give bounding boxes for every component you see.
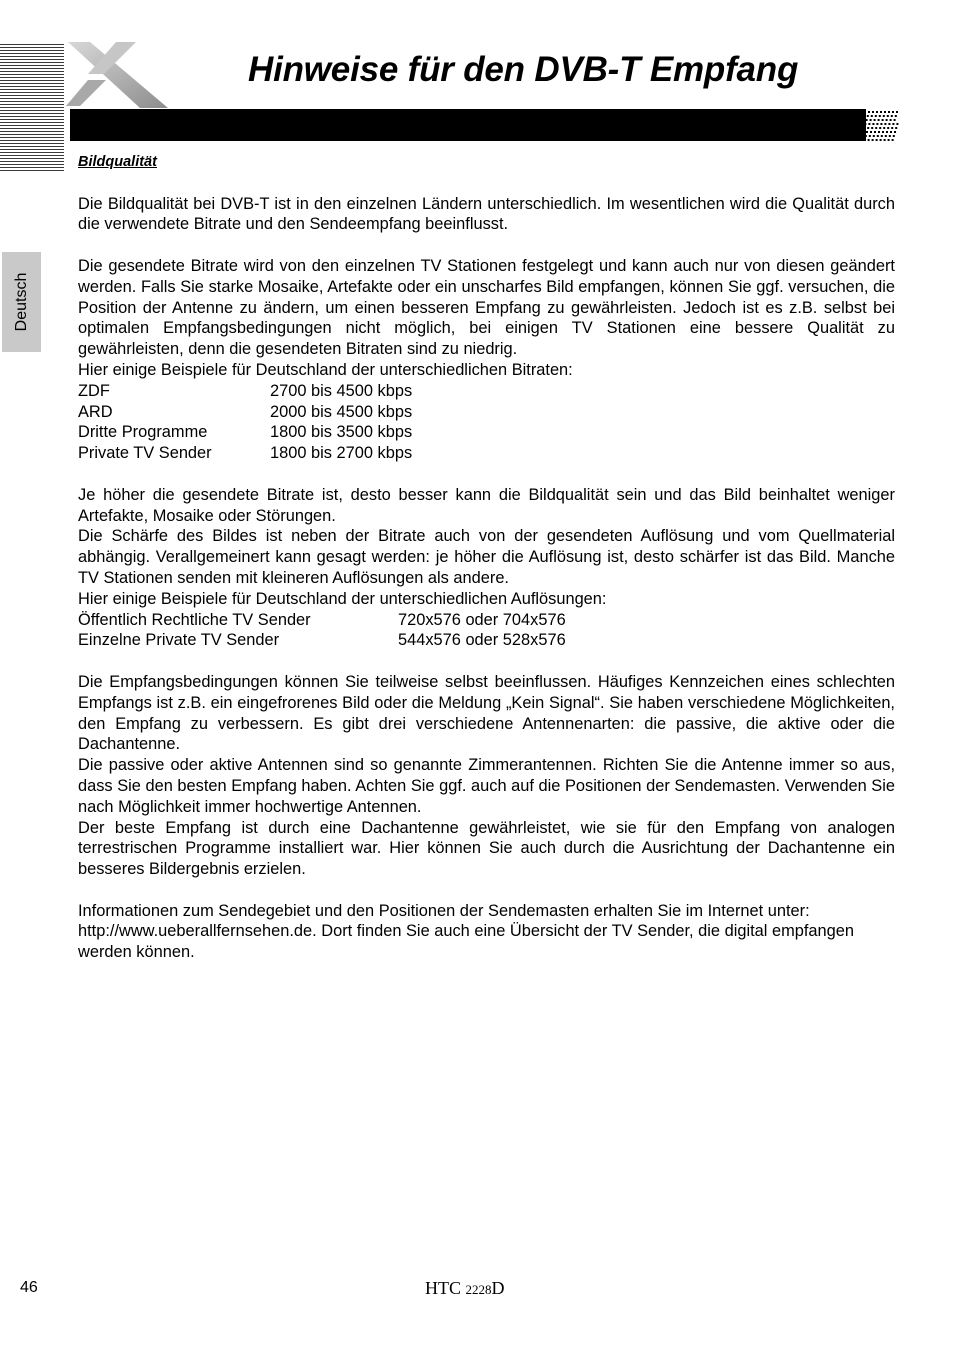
paragraph-indoor-antennas: Die passive oder aktive Antennen sind so genannte Zimmerantennen. Richten Sie die Antenne immer so aus, dass Sie den besten Empfang haben. Achten Sie ggf. auch auf die Positionen der Sendemasten. Verwenden Sie nach Möglichkeit immer hochwertige Antennen. [78, 756, 895, 816]
bitrate-examples-intro: Hier einige Beispiele für Deutschland der unterschiedlichen Bitraten: [78, 360, 573, 379]
page-title: Hinweise für den DVB-T Empfang [248, 50, 799, 89]
paragraph-bitrate-quality: Je höher die gesendete Bitrate ist, desto besser kann die Bildqualität sein und das Bild beinhaltet weniger Artefakte, Mosaike oder Störungen. [78, 485, 895, 525]
table-row [78, 402, 895, 423]
brand-logo-x-icon [66, 40, 170, 110]
paragraph-roof-antenna: Der beste Empfang ist durch eine Dachantenne gewährleistet, wie sie für den Empfang von analogen terrestrischen Programme installiert war. Hier können Sie auch durch die Ausrichtung der Dachantenne ein besseres Bildergebnis erzielen. [78, 818, 895, 879]
station-bitrate: 2000 bis 4500 kbps [270, 402, 413, 421]
broadcaster-type: Öffentlich Rechtliche TV Sender [78, 610, 311, 629]
model-name [425, 1278, 505, 1299]
paragraph-intro: Die Bildqualität bei DVB-T ist in den einzelnen Ländern unterschiedlich. Im wesentlichen wird die Qualität durch die verwendete Bitrate und den Sendeempfang beeinflusst. [78, 194, 895, 234]
title-bar [70, 109, 866, 141]
station-name: Private TV Sender [78, 444, 212, 463]
station-name: ARD [78, 402, 113, 421]
bar-dot-pattern-decoration [862, 109, 904, 141]
paragraph-bitrate: Die gesendete Bitrate wird von den einzelnen TV Stationen festgelegt und kann auch nur von diesen geändert werden. Falls Sie starke Mosaike, Artefakte oder ein unscharfes Bild empfangen, können Sie ggf. versuchen, die Position der Antenne zu ändern, um einen besseren Empfang zu gewährleisten. Jedoch ist es z.B. selbst bei optimalen Empfangsbedingungen nicht möglich, bei einigen TV Stationen eine bessere Qualität zu gewährleisten, denn die gesendeten Bitraten sind zu niedrig. [78, 256, 895, 359]
station-name: ZDF [78, 381, 110, 400]
resolution-table [78, 610, 895, 652]
paragraph-reception: Die Empfangsbedingungen können Sie teilweise selbst beeinflussen. Häufiges Kennzeichen eines schlechten Empfangs ist z.B. ein eingefrorenes Bild oder die Meldung „Kein Signal“. Sie haben verschiedene Möglichkeiten, den Empfang zu verbessern. Es gibt drei verschiedene Antennenarten: die passive, die aktive oder die Dachantenne. [78, 672, 895, 754]
section-heading: Bildqualität [78, 154, 157, 170]
paragraph-information: Informationen zum Sendegebiet und den Positionen der Sendemasten erhalten Sie im Internet unter: http://www.ueberallfernsehen.de. Dort finden Sie auch eine Übersicht der TV Sender, die digital empfangen werden können. [78, 901, 854, 962]
broadcast-resolution: 544x576 oder 528x576 [398, 631, 566, 650]
page-number: 46 [20, 1279, 38, 1296]
language-side-tab [2, 252, 41, 352]
station-name: Dritte Programme [78, 423, 208, 442]
language-label: Deutsch [12, 272, 30, 332]
station-bitrate: 1800 bis 3500 kbps [270, 423, 413, 442]
header-stripes-decoration [0, 44, 64, 172]
table-row [78, 630, 895, 651]
main-content [78, 152, 895, 963]
model-prefix: HTC [425, 1278, 466, 1298]
model-number: 2228 [465, 1282, 492, 1297]
table-row [78, 610, 895, 631]
broadcaster-type: Einzelne Private TV Sender [78, 631, 280, 650]
broadcast-resolution: 720x576 oder 704x576 [398, 610, 566, 629]
bitrate-table [78, 381, 895, 464]
table-row [78, 443, 895, 464]
model-suffix: D [491, 1278, 505, 1298]
paragraph-sharpness: Die Schärfe des Bildes ist neben der Bitrate auch von der gesendeten Auflösung und vom Quellmaterial abhängig. Verallgemeinert kann gesagt werden: je höher die Auflösung ist, desto schärfer ist das Bild. Manche TV Stationen senden mit kleineren Auflösungen als andere. [78, 527, 895, 587]
table-row [78, 422, 895, 443]
station-bitrate: 2700 bis 4500 kbps [270, 381, 413, 400]
resolution-examples-intro: Hier einige Beispiele für Deutschland der unterschiedlichen Auflösungen: [78, 589, 607, 608]
table-row [78, 381, 895, 402]
station-bitrate: 1800 bis 2700 kbps [270, 444, 413, 463]
